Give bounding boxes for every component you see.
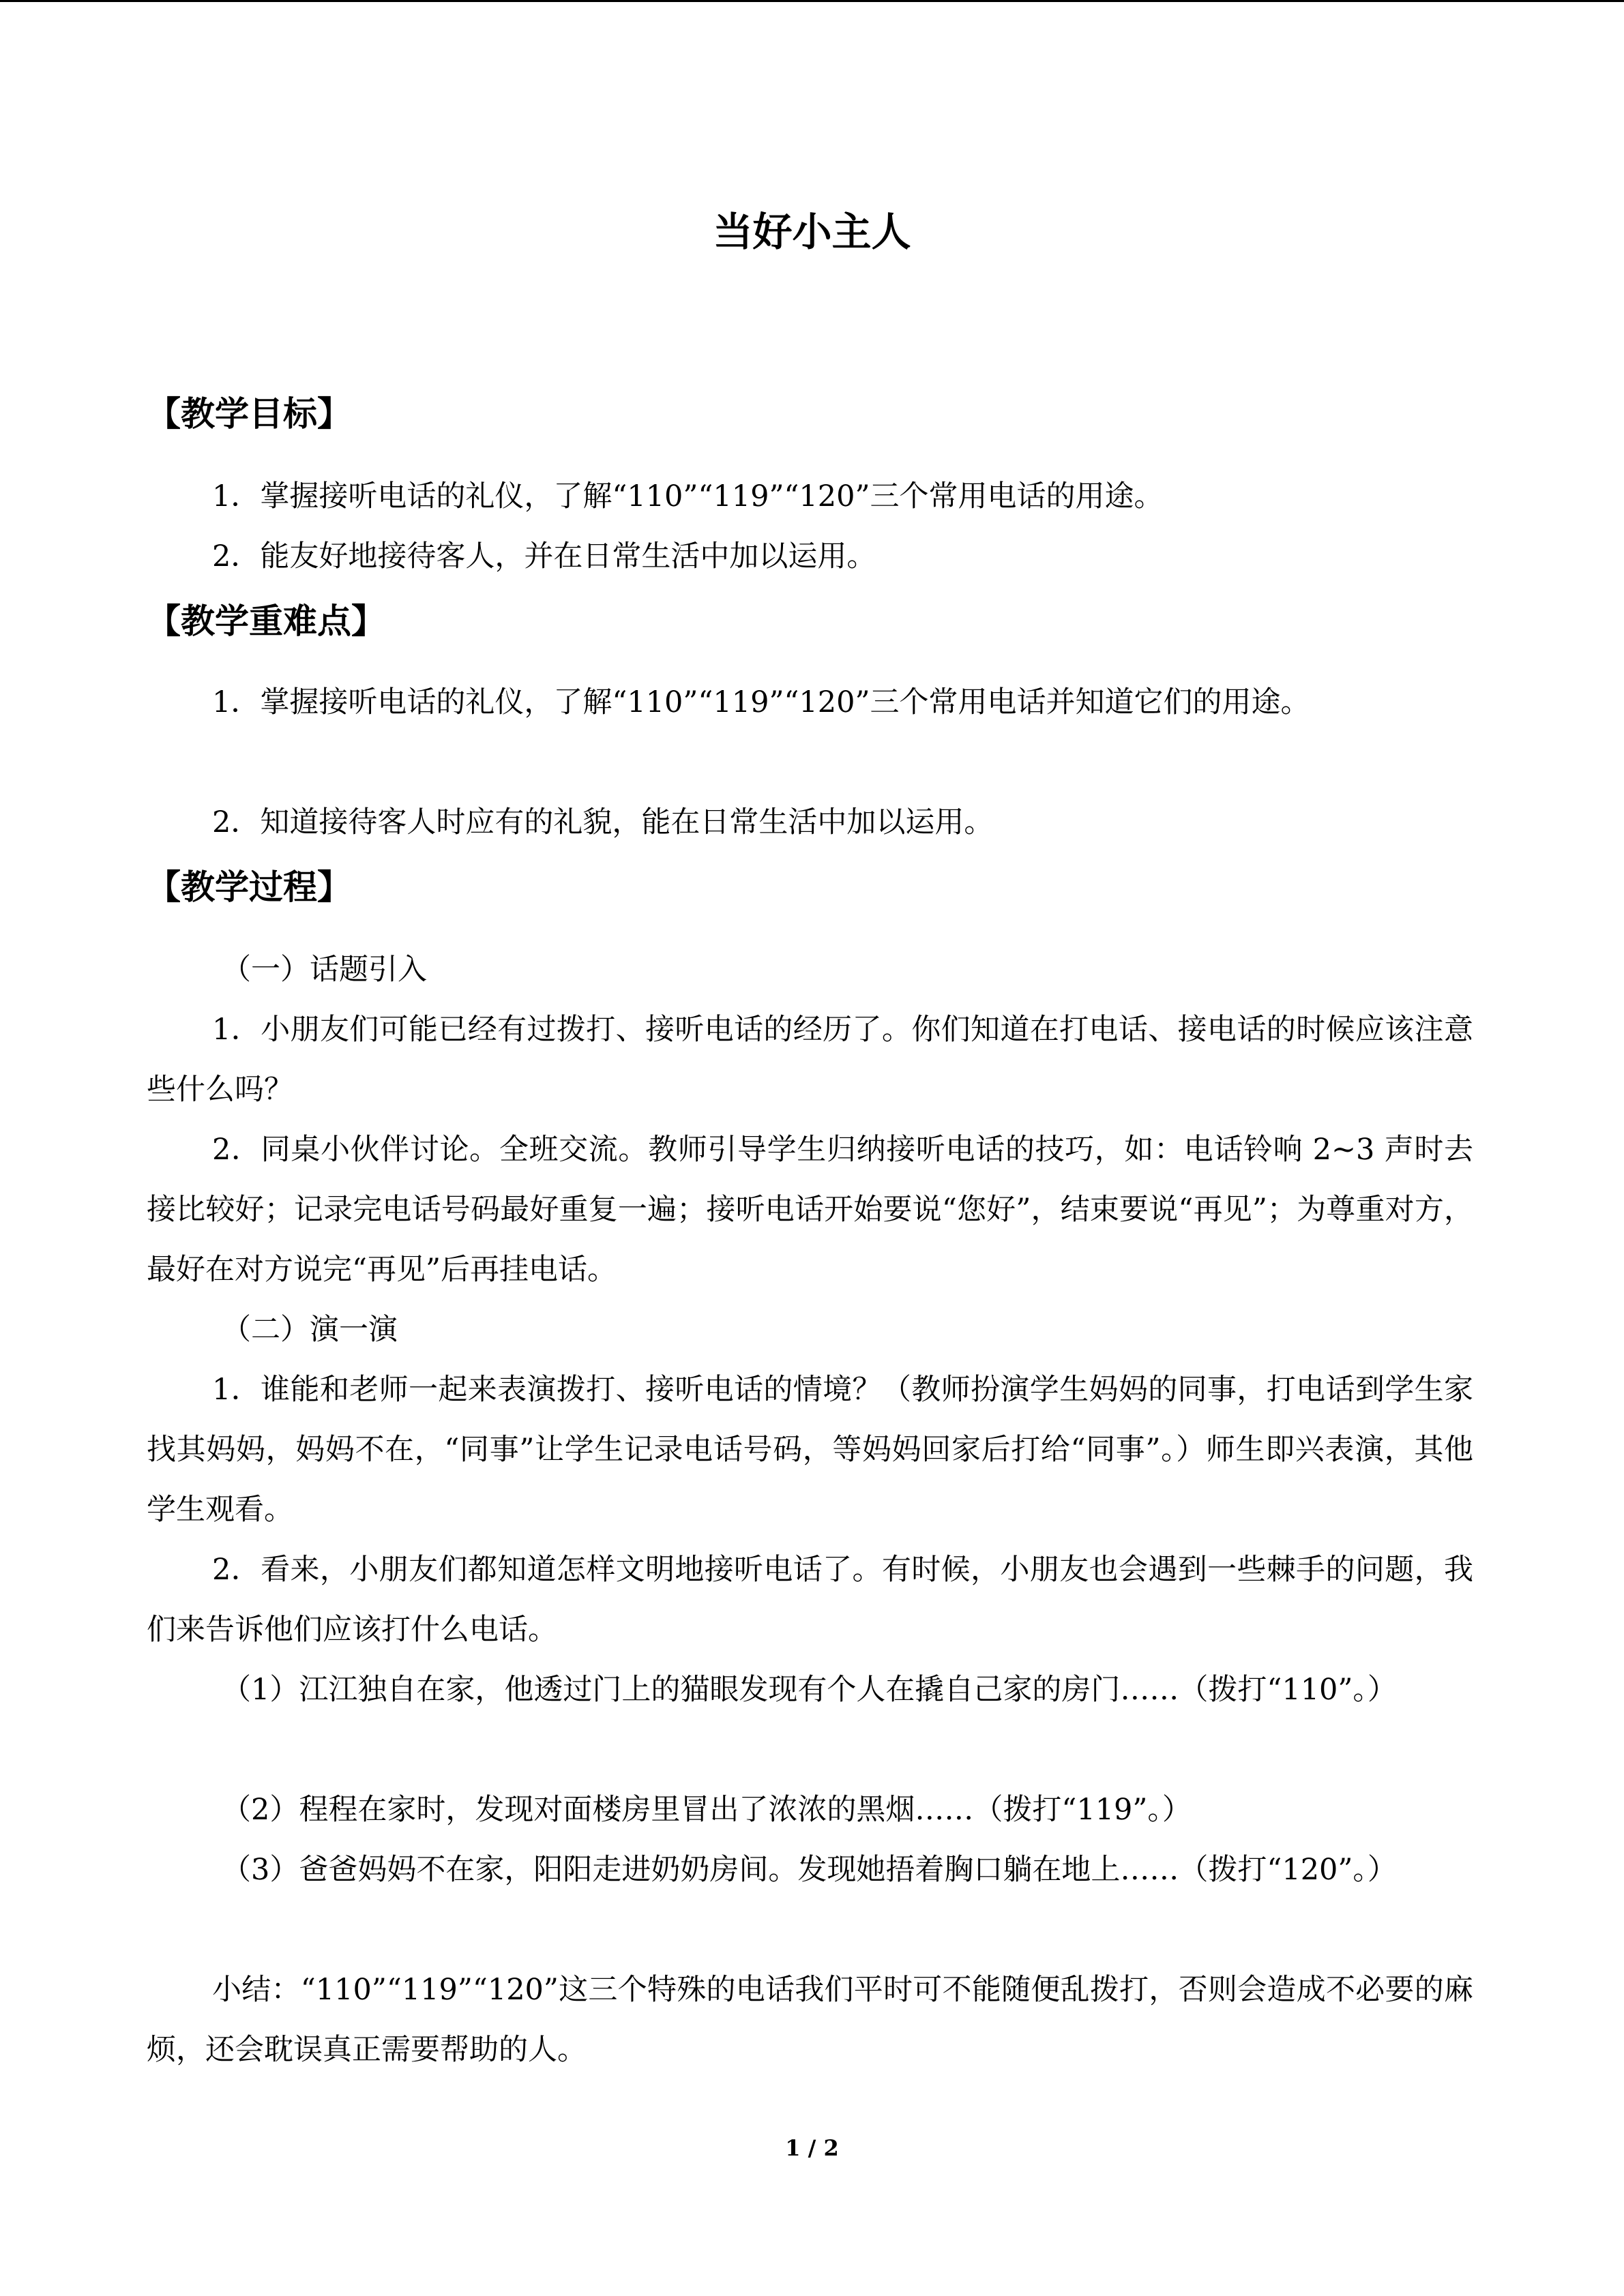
- subsection-heading: （二）演一演: [222, 1313, 398, 1347]
- section-heading-key-points: 【教学重难点】: [147, 601, 385, 641]
- scenario-item: （3）爸爸妈妈不在家，阳阳走进奶奶房间。发现她捂着胸口躺在地上……（拨打“120”。）: [222, 1853, 1397, 1887]
- process-paragraph: 1．小朋友们可能已经有过拨打、接听电话的经历了。你们知道在打电话、接电话的时候应该注意些什么吗？: [147, 1013, 1473, 1107]
- key-point-paragraph: 1．掌握接听电话的礼仪，了解“110”“119”“120”三个常用电话并知道它们的用途。: [212, 685, 1310, 719]
- summary-paragraph: 小结：“110”“119”“120”这三个特殊的电话我们平时可不能随便乱拨打，否则会造成不必要的麻烦，还会耽误真正需要帮助的人。: [147, 1973, 1473, 2067]
- section-heading-objectives: 【教学目标】: [147, 394, 351, 434]
- objective-paragraph: 1．掌握接听电话的礼仪，了解“110”“119”“120”三个常用电话的用途。: [212, 479, 1164, 513]
- section-heading-process: 【教学过程】: [147, 867, 351, 907]
- process-paragraph: 2．同桌小伙伴讨论。全班交流。教师引导学生归纳接听电话的技巧，如：电话铃响 2~3 声时去接比较好；记录完电话号码最好重复一遍；接听电话开始要说“您好”，结束要说“再见”；为尊重对方，最好在对方说完“再见”后再挂电话。: [147, 1133, 1473, 1287]
- key-point-paragraph: 2．知道接待客人时应有的礼貌，能在日常生活中加以运用。: [212, 805, 994, 839]
- page-number: 1 / 2: [785, 2135, 839, 2161]
- page-title: 当好小主人: [713, 209, 911, 255]
- process-paragraph: 1．谁能和老师一起来表演拨打、接听电话的情境？（教师扮演学生妈妈的同事，打电话到学生家找其妈妈，妈妈不在，“同事”让学生记录电话号码，等妈妈回家后打给“同事”。）师生即兴表演，其他学生观看。: [147, 1373, 1473, 1527]
- subsection-heading: （一）话题引入: [222, 953, 427, 987]
- process-paragraph: 2．看来，小朋友们都知道怎样文明地接听电话了。有时候，小朋友也会遇到一些棘手的问题，我们来告诉他们应该打什么电话。: [147, 1553, 1473, 1647]
- top-rule: [0, 0, 1624, 2]
- scenario-item: （2）程程在家时，发现对面楼房里冒出了浓浓的黑烟……（拨打“119”。）: [222, 1793, 1192, 1827]
- objective-paragraph: 2．能友好地接待客人，并在日常生活中加以运用。: [212, 539, 876, 573]
- scenario-item: （1）江江独自在家，他透过门上的猫眼发现有个人在撬自己家的房门……（拨打“110”。）: [222, 1673, 1397, 1707]
